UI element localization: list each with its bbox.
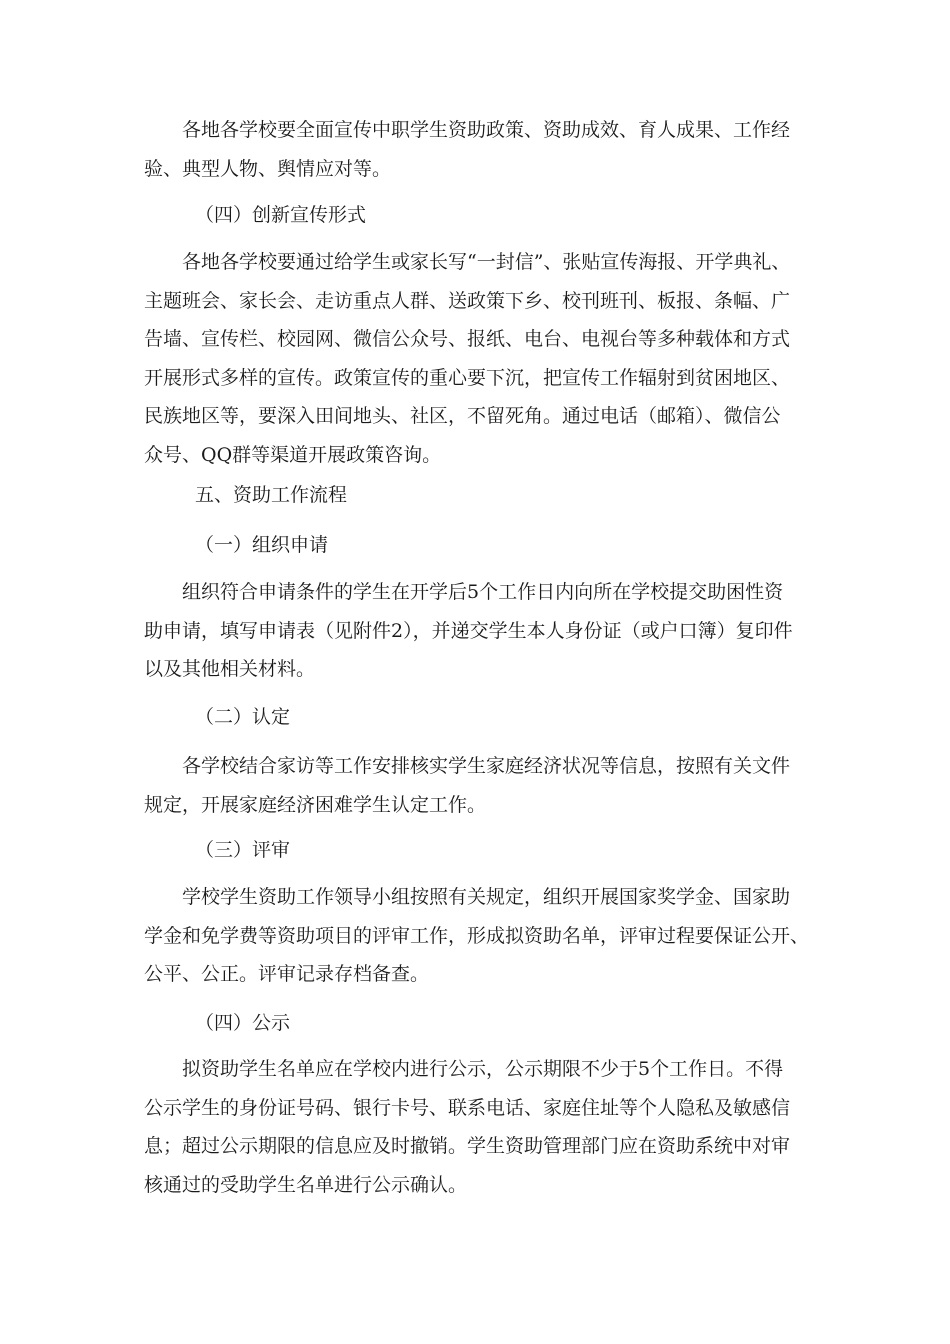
paragraph-line: 告墙、宣传栏、校园网、微信公众号、报纸、电台、电视台等多种载体和方式 [144,328,791,351]
paragraph-application [144,573,844,689]
paragraph-review [144,878,844,994]
paragraph-line: 助申请，填写申请表（见附件2），并递交学生本人身份证（或户口簿）复印件 [144,619,793,642]
subheading-review: （三）评审 [195,839,291,861]
paragraph-line: 规定，开展家庭经济困难学生认定工作。 [144,793,487,816]
paragraph-line: 公平、公正。评审记录存档备查。 [144,963,430,986]
paragraph-line: 拟资助学生名单应在学校内进行公示，公示期限不少于5个工作日。不得 [144,1058,784,1080]
heading-aid-workflow: 五、资助工作流程 [195,484,348,506]
paragraph-line: 学金和免学费等资助项目的评审工作，形成拟资助名单，评审过程要保证公开、 [144,924,810,947]
paragraph-line: 民族地区等，要深入田间地头、社区，不留死角。通过电话（邮箱）、微信公 [144,405,781,428]
paragraph-line: 学校学生资助工作领导小组按照有关规定，组织开展国家奖学金、国家助 [144,886,791,908]
paragraph-line: 各地各学校要全面宣传中职学生资助政策、资助成效、育人成果、工作经 [144,119,791,141]
paragraph-line: 验、典型人物、舆情应对等。 [144,157,392,180]
paragraph-line: 各学校结合家访等工作安排核实学生家庭经济状况等信息，按照有关文件 [144,755,791,777]
paragraph-line: 各地各学校要通过给学生或家长写“一封信”、张贴宣传海报、开学典礼、 [144,251,791,273]
subheading-public-notice: （四）公示 [195,1012,291,1034]
paragraph-line: 主题班会、家长会、走访重点人群、送政策下乡、校刊班刊、板报、条幅、广 [144,289,791,312]
paragraph-publicity-content [144,111,844,188]
paragraph-line: 息；超过公示期限的信息应及时撤销。学生资助管理部门应在资助系统中对审 [144,1135,791,1158]
paragraph-line: 开展形式多样的宣传。政策宣传的重心要下沉，把宣传工作辐射到贫困地区、 [144,366,791,389]
paragraph-line: 公示学生的身份证号码、银行卡号、联系电话、家庭住址等个人隐私及敏感信 [144,1096,791,1119]
paragraph-recognition [144,747,844,824]
paragraph-public-notice [144,1050,844,1204]
paragraph-line: 组织符合申请条件的学生在开学后5个工作日内向所在学校提交助困性资 [144,581,784,603]
subheading-innovate-publicity: （四）创新宣传形式 [195,204,367,226]
paragraph-line: 核通过的受助学生名单进行公示确认。 [144,1173,468,1196]
paragraph-publicity-forms [144,243,844,475]
subheading-organize-application: （一）组织申请 [195,534,329,556]
paragraph-line: 以及其他相关材料。 [144,658,316,681]
subheading-recognition: （二）认定 [195,706,291,728]
paragraph-line: 众号、QQ群等渠道开展政策咨询。 [144,443,442,466]
